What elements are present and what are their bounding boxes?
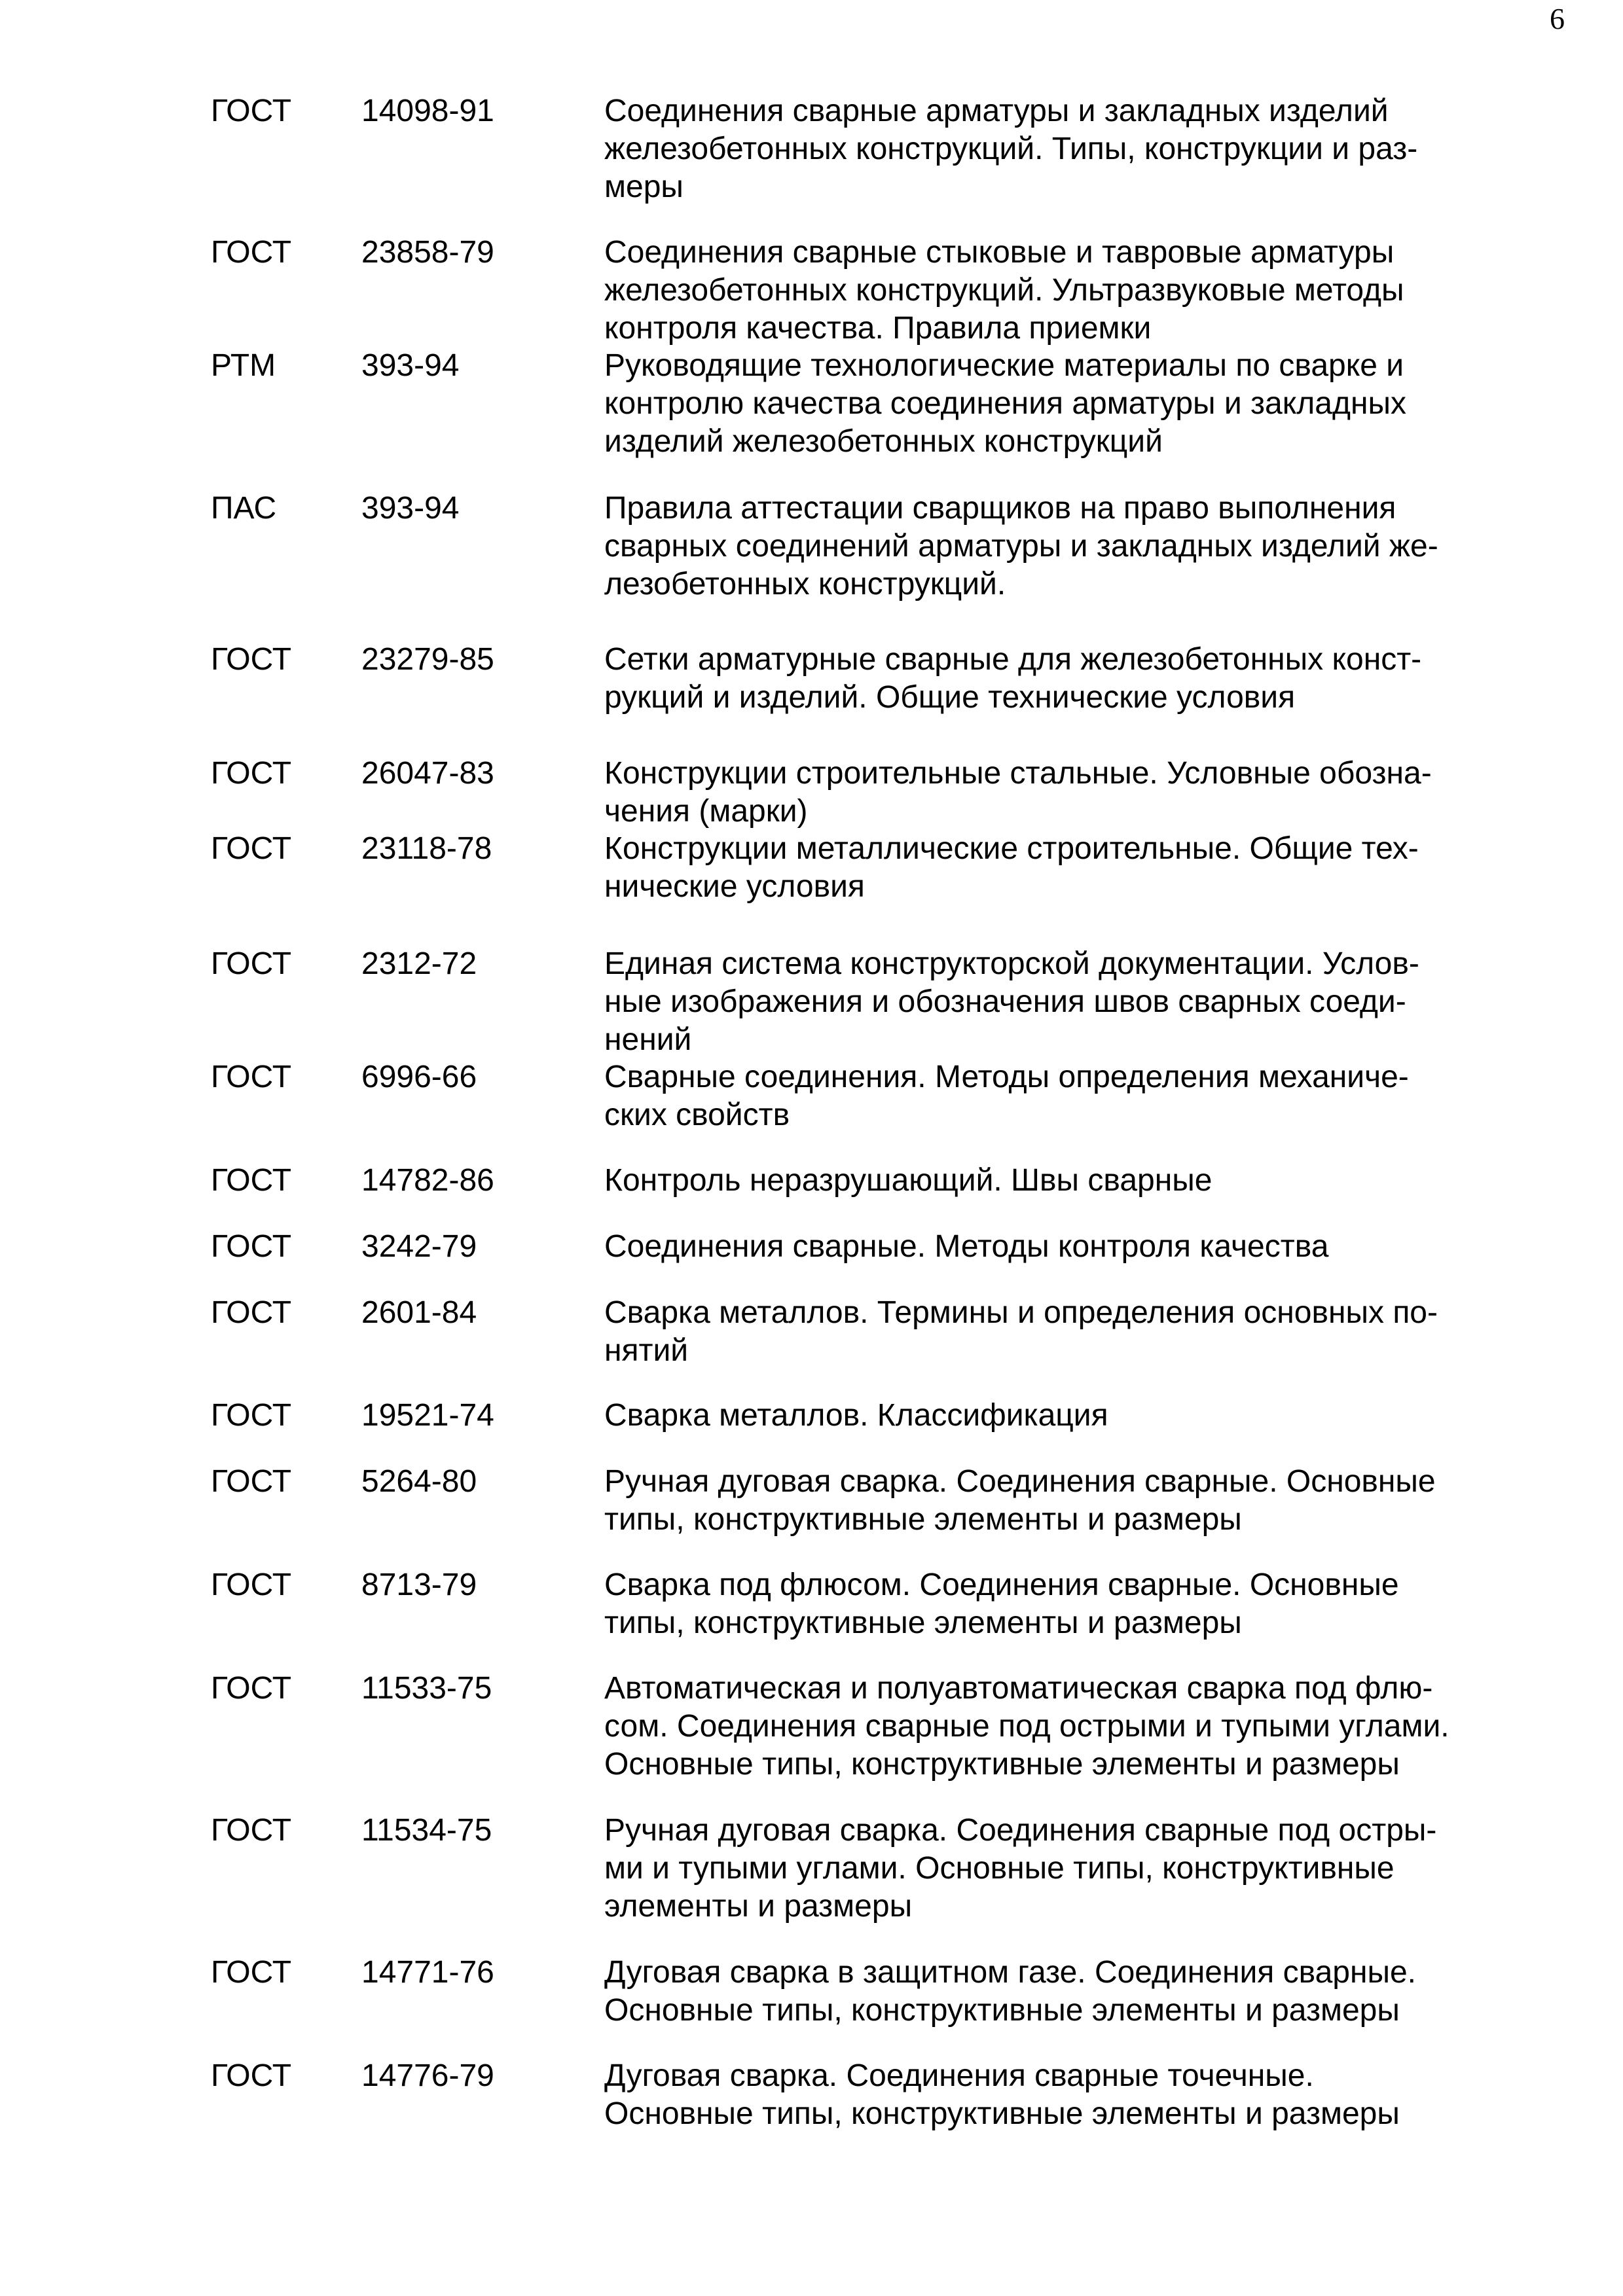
standard-number: 11534-75 [361,1813,492,1848]
title-line: Сварка под флюсом. Соединения сварные. Основные [604,1568,1399,1602]
title-line: Автоматическая и полуавтоматическая сварка под флю- [604,1671,1433,1706]
title-line: типы, конструктивные элементы и размеры [604,1605,1242,1640]
standard-type: ГОСТ [211,235,292,270]
standard-type: РТМ [211,348,276,383]
standard-title [604,1294,1508,1370]
title-line: лезобетонных конструкций. [604,567,1006,601]
standard-title [604,347,1508,461]
standard-type: ГОСТ [211,831,292,866]
title-line: Ручная дуговая сварка. Соединения сварные. Основные [604,1464,1436,1499]
standard-type: ГОСТ [211,1568,292,1602]
title-line: Конструкции строительные стальные. Условные обозна- [604,756,1432,791]
title-line: чения (марки) [604,794,808,829]
title-line: нятий [604,1333,689,1368]
title-line: Контроль неразрушающий. Швы сварные [604,1163,1213,1198]
title-line: сом. Соединения сварные под острыми и тупыми углами. [604,1709,1450,1744]
title-line: Основные типы, конструктивные элементы и размеры [604,2096,1400,2131]
standard-type: ГОСТ [211,2058,292,2093]
title-line: Единая система конструкторской документации. Услов- [604,946,1419,981]
standard-title [604,641,1508,717]
title-line: Конструкции металлические строительные. Общие тех- [604,831,1419,866]
title-line: типы, конструктивные элементы и размеры [604,1502,1242,1537]
standard-title [604,1058,1508,1134]
standard-type: ПАС [211,491,277,526]
standard-number: 19521-74 [361,1398,494,1433]
title-line: нений [604,1022,692,1057]
title-line: ских свойств [604,1098,790,1132]
title-line: Правила аттестации сварщиков на право выполнения [604,491,1396,526]
standard-title [604,234,1508,348]
title-line: Соединения сварные арматуры и закладных изделий [604,94,1389,128]
title-line: Основные типы, конструктивные элементы и размеры [604,1747,1400,1782]
standard-title [604,1162,1508,1200]
title-line: Сварка металлов. Классификация [604,1398,1108,1433]
standard-type: ГОСТ [211,1813,292,1848]
standard-number: 3242-79 [361,1229,477,1264]
standard-number: 5264-80 [361,1464,477,1499]
title-line: элементы и размеры [604,1889,913,1924]
standard-type: ГОСТ [211,1060,292,1094]
standard-number: 26047-83 [361,756,494,791]
standard-number: 14782-86 [361,1163,494,1198]
standard-title [604,755,1508,831]
standard-type: ГОСТ [211,1398,292,1433]
title-line: контролю качества соединения арматуры и закладных [604,386,1406,421]
standard-number: 23858-79 [361,235,494,270]
standard-number: 14771-76 [361,1955,494,1990]
title-line: Дуговая сварка в защитном газе. Соединения сварные. [604,1955,1417,1990]
title-line: ми и тупыми углами. Основные типы, конструктивные [604,1851,1395,1886]
standard-number: 393-94 [361,348,460,383]
standard-number: 14776-79 [361,2058,494,2093]
standard-number: 23118-78 [361,831,492,866]
title-line: сварных соединений арматуры и закладных изделий же- [604,529,1438,564]
standard-type: ГОСТ [211,1464,292,1499]
title-line: контроля качества. Правила приемки [604,311,1152,346]
standard-number: 11533-75 [361,1671,492,1706]
standard-title [604,945,1508,1059]
standard-title [604,830,1508,906]
title-line: Соединения сварные. Методы контроля качества [604,1229,1329,1264]
title-line: Сварка металлов. Термины и определения основных по- [604,1295,1438,1330]
standard-title [604,490,1508,603]
standard-number: 6996-66 [361,1060,477,1094]
standard-number: 2312-72 [361,946,477,981]
standard-number: 2601-84 [361,1295,477,1330]
title-line: ные изображения и обозначения швов сварных соеди- [604,984,1406,1019]
title-line: изделий железобетонных конструкций [604,424,1163,459]
standard-title [604,1954,1508,2030]
title-line: нические условия [604,869,865,904]
standard-type: ГОСТ [211,1229,292,1264]
standard-type: ГОСТ [211,1163,292,1198]
standard-title [604,1670,1508,1784]
title-line: Ручная дуговая сварка. Соединения сварные под остры- [604,1813,1437,1848]
title-line: Основные типы, конструктивные элементы и размеры [604,1993,1400,2028]
title-line: железобетонных конструкций. Типы, конструкции и раз- [604,132,1418,166]
standard-number: 23279-85 [361,642,494,677]
title-line: меры [604,170,684,204]
standard-number: 393-94 [361,491,460,526]
standard-type: ГОСТ [211,642,292,677]
title-line: рукций и изделий. Общие технические условия [604,680,1296,715]
title-line: Сетки арматурные сварные для железобетонных конст- [604,642,1422,677]
standard-number: 8713-79 [361,1568,477,1602]
title-line: Сварные соединения. Методы определения механиче- [604,1060,1409,1094]
standard-number: 14098-91 [361,94,494,128]
title-line: Соединения сварные стыковые и тавровые арматуры [604,235,1395,270]
standard-title [604,1463,1508,1539]
title-line: Дуговая сварка. Соединения сварные точечные. [604,2058,1314,2093]
title-line: Руководящие технологические материалы по сварке и [604,348,1404,383]
standard-title [604,1812,1508,1926]
standard-title [604,1397,1508,1435]
standard-type: ГОСТ [211,946,292,981]
standard-title [604,92,1508,206]
standard-title [604,2057,1508,2133]
standard-type: ГОСТ [211,1295,292,1330]
title-line: железобетонных конструкций. Ультразвуковые методы [604,273,1404,308]
standard-type: ГОСТ [211,94,292,128]
standard-type: ГОСТ [211,1671,292,1706]
standard-title [604,1228,1508,1266]
standard-type: ГОСТ [211,1955,292,1990]
standard-title [604,1566,1508,1642]
page-number: 6 [1550,2,1565,35]
standard-type: ГОСТ [211,756,292,791]
